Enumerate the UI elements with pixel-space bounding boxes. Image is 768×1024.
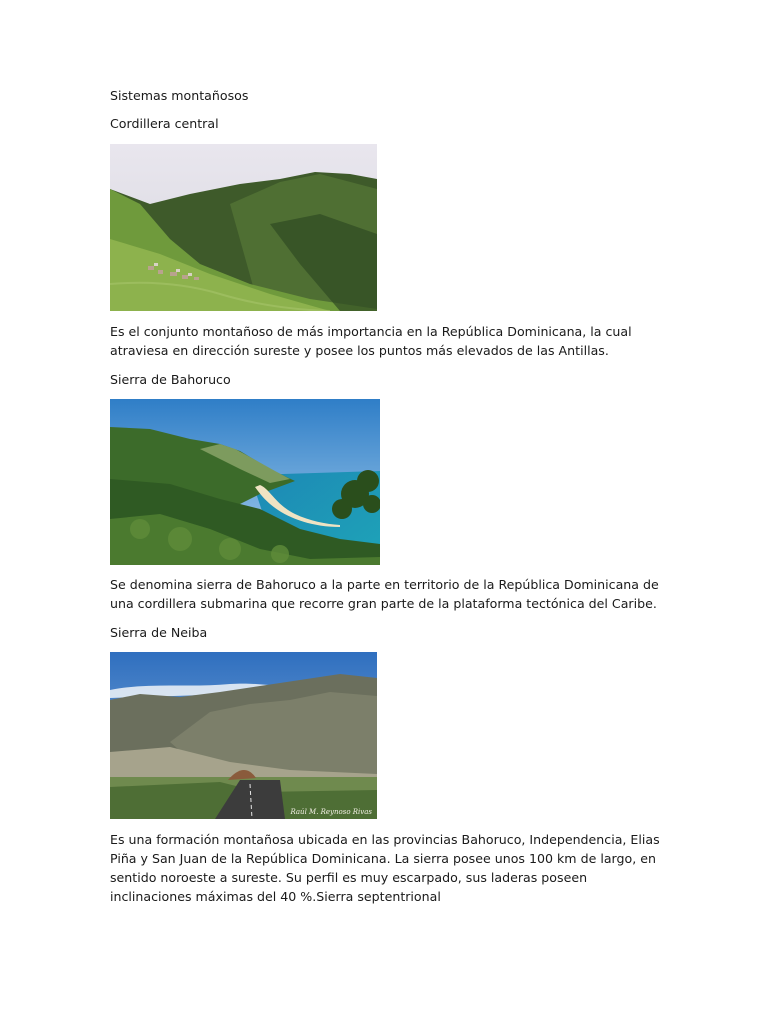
photo-credit: Raúl M. Reynoso Rivas <box>290 808 372 816</box>
section-title-sierra-bahoruco: Sierra de Bahoruco <box>110 372 231 387</box>
document-heading: Sistemas montañosos <box>110 88 249 103</box>
section-paragraph-cordillera-central: Es el conjunto montañoso de más importancia en la República Dominicana, la cual atraviesa en dirección sureste y posee los puntos más elevados de las Antillas. <box>110 324 632 358</box>
section-title-cordillera-central: Cordillera central <box>110 116 219 131</box>
photo-sierra-neiba <box>110 652 377 819</box>
section-paragraph-sierra-bahoruco: Se denomina sierra de Bahoruco a la parte en territorio de la República Dominicana de una cordillera submarina que recorre gran parte de la plataforma tectónica del Caribe. <box>110 577 659 611</box>
photo-cordillera-central <box>110 144 377 311</box>
photo-sierra-bahoruco <box>110 399 380 565</box>
section-paragraph-sierra-neiba: Es una formación montañosa ubicada en las provincias Bahoruco, Independencia, Elias Piña y San Juan de la República Dominicana. La sierra posee unos 100 km de largo, en sentido noroeste a sureste. Su perfil es muy escarpado, sus laderas poseen inclinaciones máximas del 40 %.Sierra septentrional <box>110 832 660 904</box>
section-title-sierra-neiba: Sierra de Neiba <box>110 625 208 640</box>
